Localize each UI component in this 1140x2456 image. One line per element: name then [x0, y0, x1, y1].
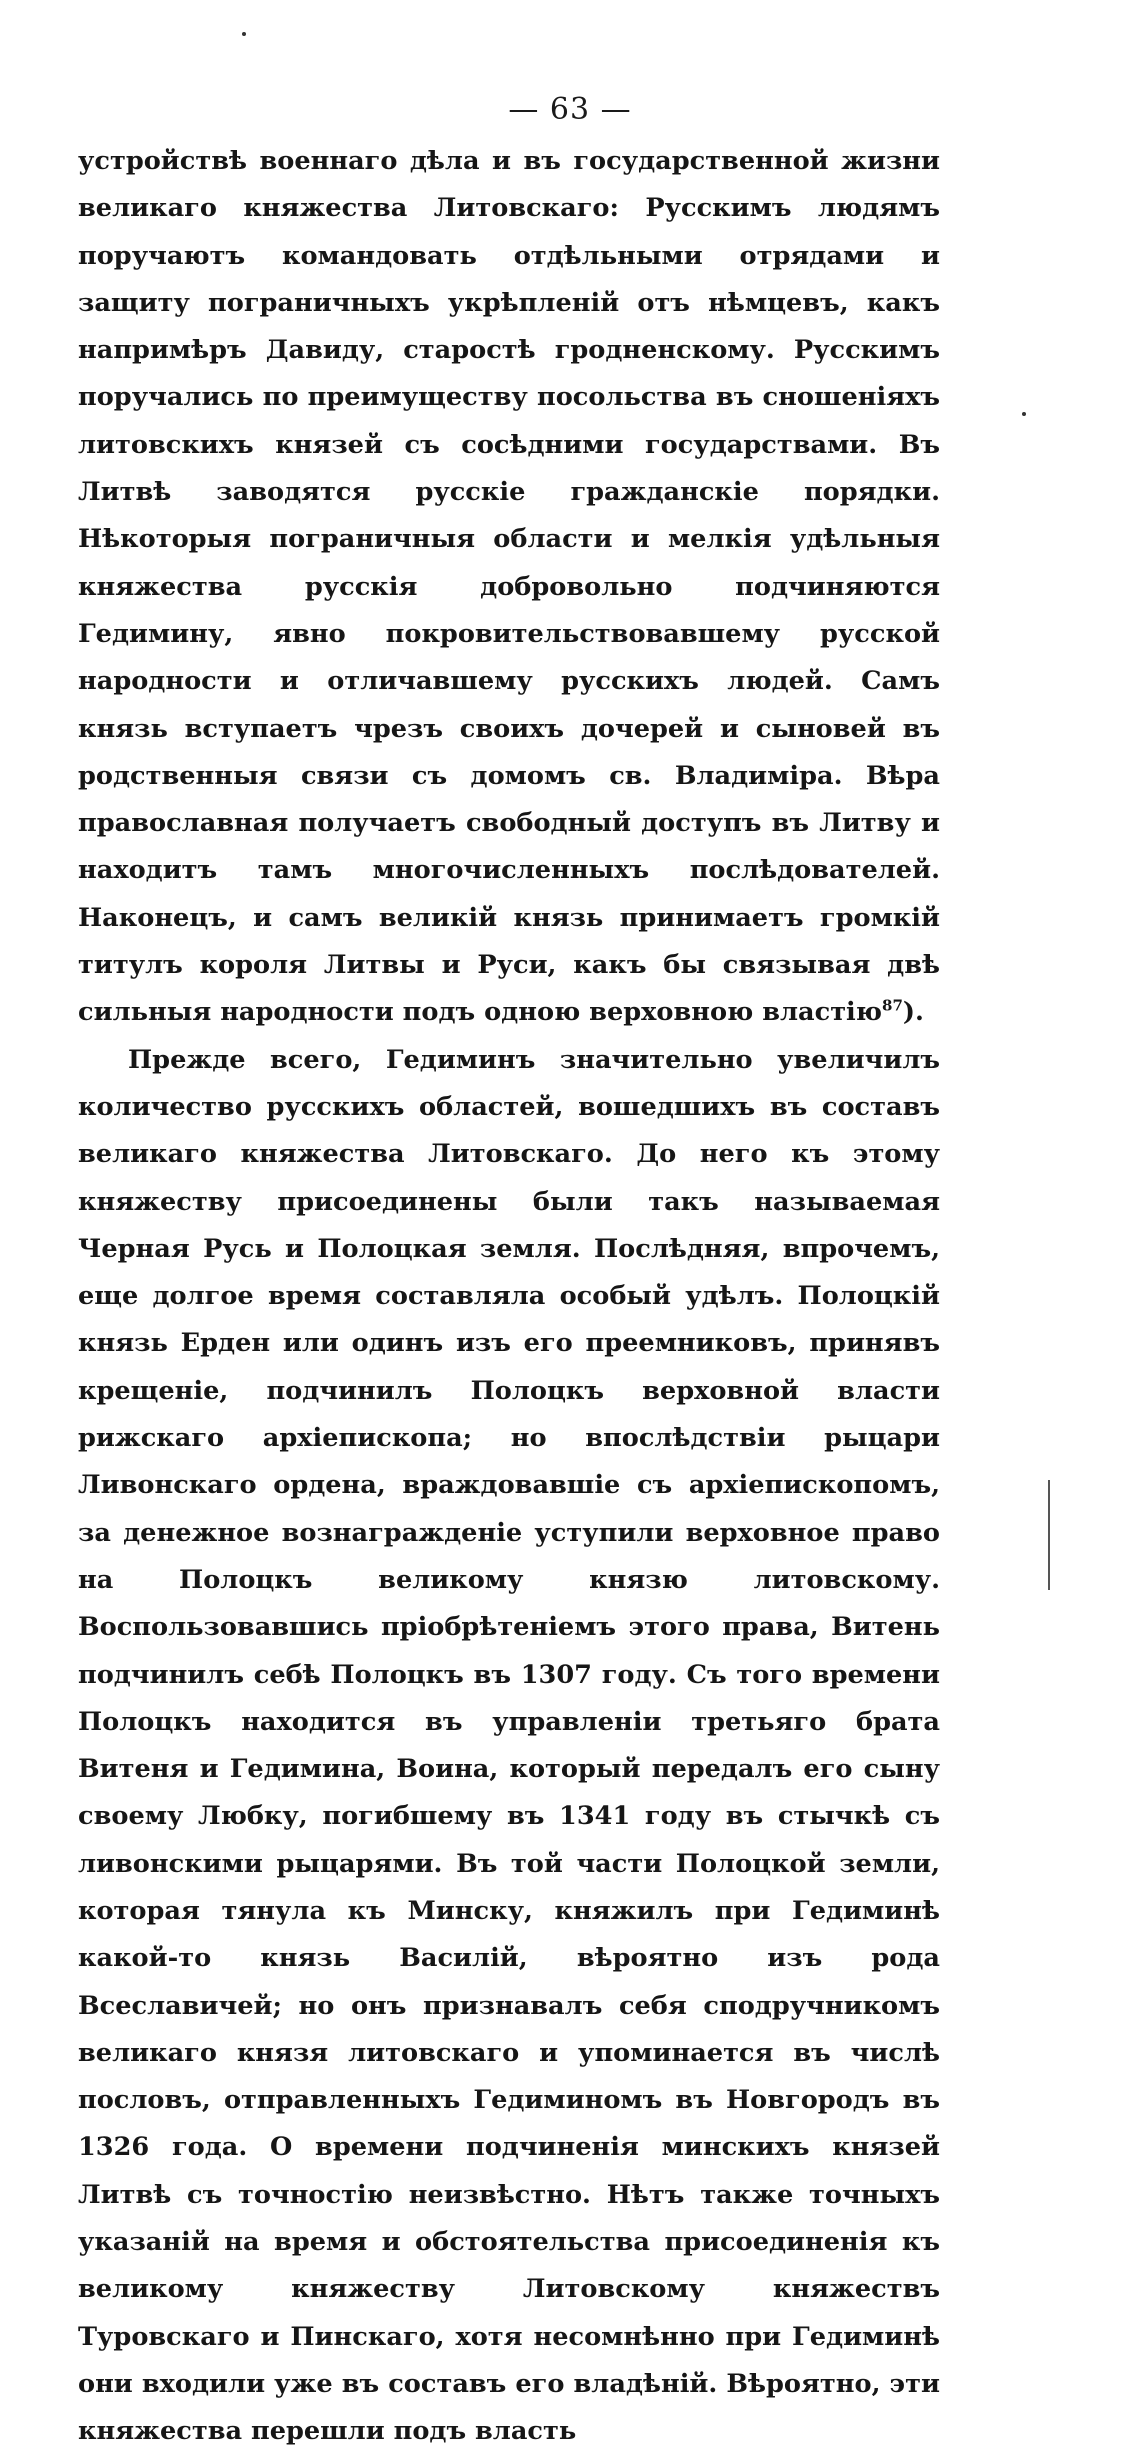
- paragraph-1: [78, 138, 940, 1037]
- margin-rule-line: [1048, 1480, 1050, 1590]
- paragraph-1-text: устройствѣ военнаго дѣла и въ государственной жизни великаго княжества Литовскаго: Русскимъ людямъ поручаютъ командовать отдѣльными отрядами и защиту пограничныхъ укрѣпленій отъ нѣмцевъ, какъ напримѣръ Давиду, старостѣ гродненскому. Русскимъ поручались по преимуществу посольства въ сношеніяхъ литовскихъ князей съ сосѣдними государствами. Въ Литвѣ заводятся русскіе гражданскіе порядки. Нѣкоторыя пограничныя области и мелкія удѣльныя княжества русскія добровольно подчиняются Гедимину, явно покровительствовавшему русской народности и отличавшему русскихъ людей. Самъ князь вступаетъ чрезъ своихъ дочерей и сыновей въ родственныя связи съ домомъ св. Владиміра. Вѣра православная получаетъ свободный доступъ въ Литву и находитъ тамъ многочисленныхъ послѣдователей. Наконецъ, и самъ великій князь принимаетъ громкій титулъ короля Литвы и Руси, какъ бы связывая двѣ сильныя народности подъ одною верховною властію: [78, 146, 940, 1028]
- paragraph-2: [78, 1037, 940, 2456]
- footnote-reference: 87: [882, 996, 903, 1015]
- body-text: [78, 138, 940, 2456]
- scan-speck: [242, 32, 246, 36]
- paragraph-1-tail: ).: [902, 997, 924, 1028]
- paragraph-2-text: Прежде всего, Гедиминъ значительно увеличилъ количество русскихъ областей, вошедшихъ въ составъ великаго княжества Литовскаго. До него къ этому княжеству присоединены были такъ называемая Черная Русь и Полоцкая земля. Послѣдняя, впрочемъ, еще долгое время составляла особый удѣлъ. Полоцкій князь Ерден или одинъ изъ его преемниковъ, принявъ крещеніе, подчинилъ Полоцкъ верховной власти рижскаго архіепископа; но впослѣдствіи рыцари Ливонскаго ордена, враждовавшіе съ архіепископомъ, за денежное вознагражденіе уступили верховное право на Полоцкъ великому князю литовскому. Воспользовавшись пріобрѣтеніемъ этого права, Витень подчинилъ себѣ Полоцкъ въ 1307 году. Съ того времени Полоцкъ находится въ управленіи третьяго брата Витеня и Гедимина, Воина, который передалъ его сыну своему Любку, погибшему въ 1341 году въ стычкѣ съ ливонскими рыцарями. Въ той части Полоцкой земли, которая тянула къ Минску, княжилъ при Гедиминѣ какой-то князь Василій, вѣроятно изъ рода Всеславичей; но онъ признавалъ себя сподручникомъ великаго князя литовскаго и упоминается въ числѣ пословъ, отправленныхъ Гедиминомъ въ Новгородъ въ 1326 года. О времени подчиненія минскихъ князей Литвѣ съ точностію неизвѣстно. Нѣтъ также точныхъ указаній на время и обстоятельства присоединенія къ великому княжеству Литовскому княжествъ Туровскаго и Пинскаго, хотя несомнѣнно при Гедиминѣ они входили уже въ составъ его владѣній. Вѣроятно, эти княжества перешли подъ власть: [78, 1044, 940, 2447]
- page-number: — 63 —: [508, 92, 632, 127]
- scan-speck: [1022, 412, 1026, 416]
